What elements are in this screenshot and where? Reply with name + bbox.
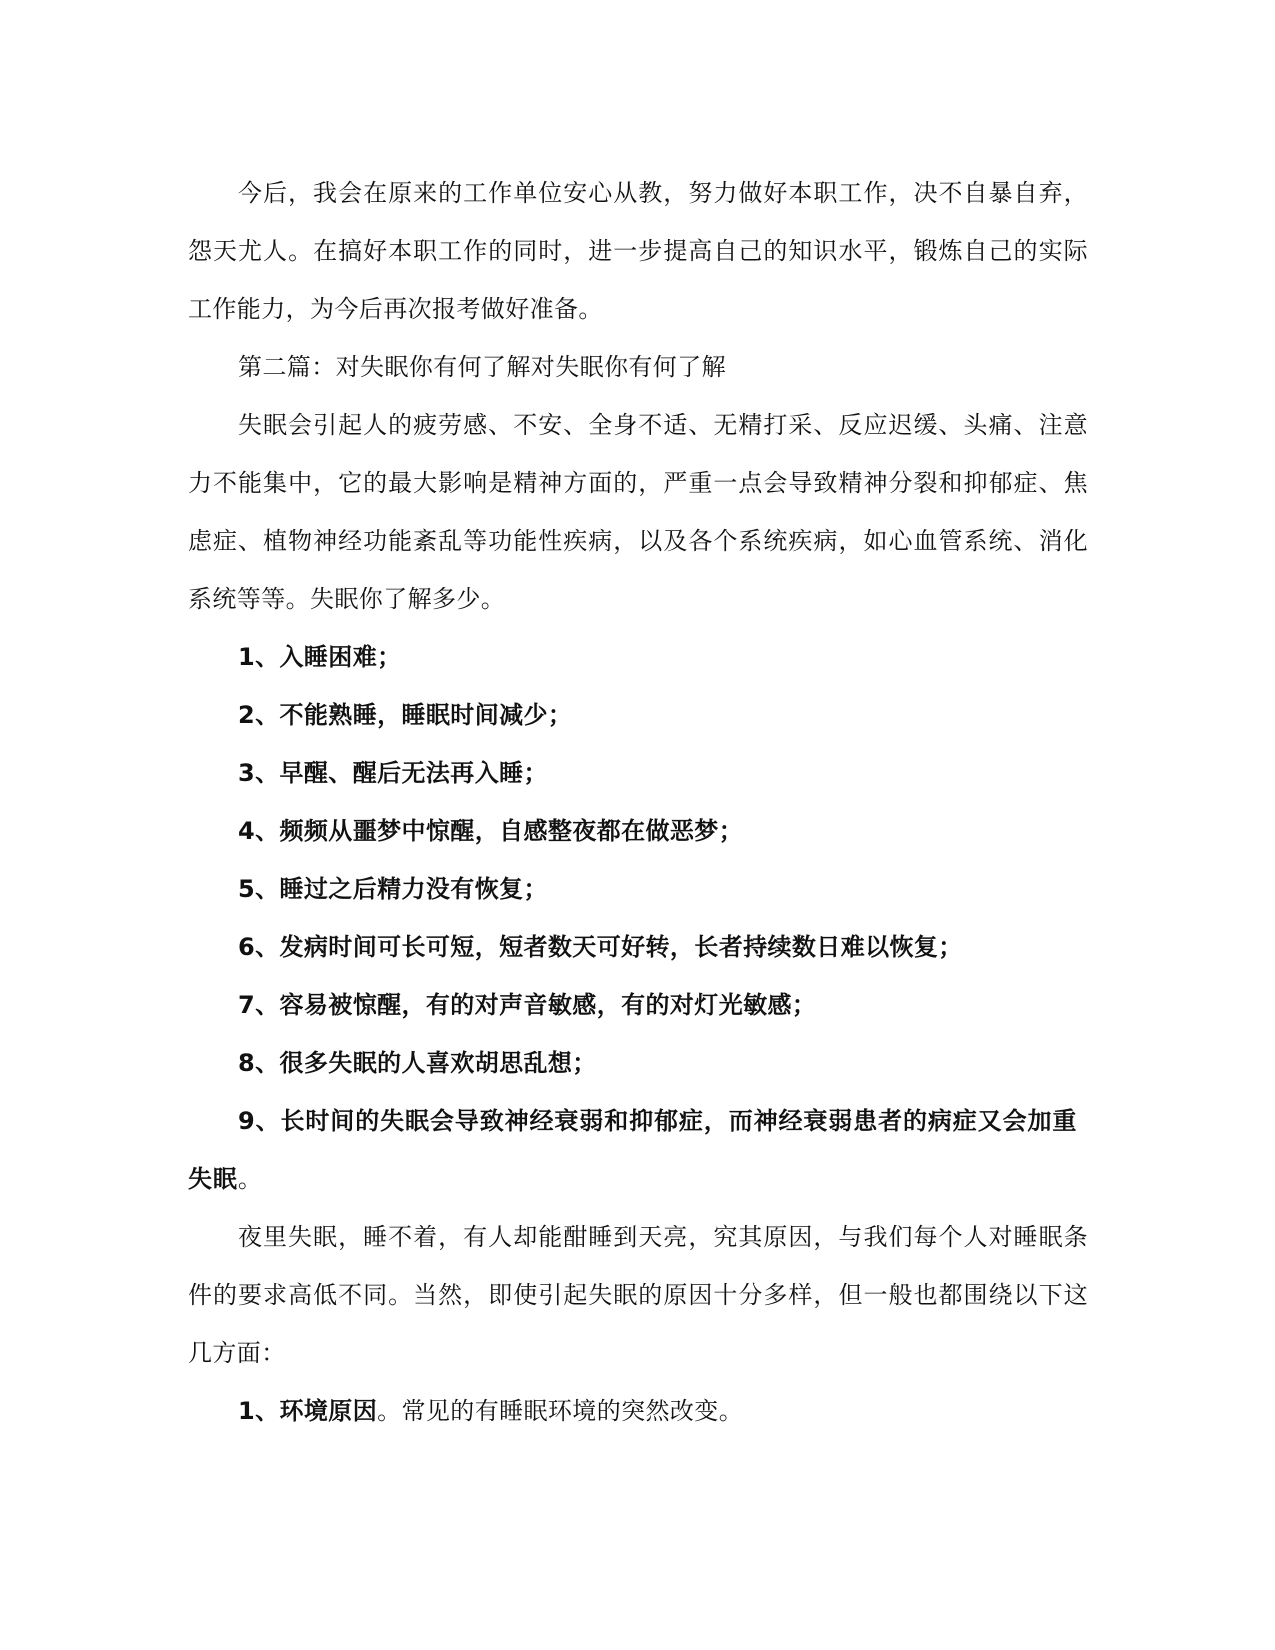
section-title: 第二篇：对失眠你有何了解对失眠你有何了解 — [238, 353, 726, 381]
symptom-text: 3、早醒、醒后无法再入睡； — [238, 759, 548, 787]
symptom-item-2 — [188, 686, 1088, 744]
cause-heading: 1、环境原因 — [238, 1397, 378, 1425]
symptom-item-4 — [188, 802, 1088, 860]
symptom-text: 5、睡过之后精力没有恢复； — [238, 875, 548, 903]
insomnia-intro-paragraph: 失眠会引起人的疲劳感、不安、全身不适、无精打采、反应迟缓、头痛、注意力不能集中，它的最大影响是精神方面的，严重一点会导致精神分裂和抑郁症、焦虑症、植物神经功能紊乱等功能性疾病，以及各个系统疾病，如心血管系统、消化系统等等。失眠你了解多少。 — [188, 411, 1088, 613]
symptom-item-9 — [188, 1092, 1088, 1208]
symptom-item-6 — [188, 918, 1088, 976]
symptom-text: 9、长时间的失眠会导致神经衰弱和抑郁症，而神经衰弱患者的病症又会加重失眠 — [188, 1107, 1078, 1193]
symptom-text: 8、很多失眠的人喜欢胡思乱想； — [238, 1049, 597, 1077]
symptom-text: 6、发病时间可长可短，短者数天可好转，长者持续数日难以恢复； — [238, 933, 963, 961]
symptom-text: 4、频频从噩梦中惊醒，自感整夜都在做恶梦； — [238, 817, 744, 845]
symptom-item-8 — [188, 1034, 1088, 1092]
symptom-item-1 — [188, 628, 1088, 686]
symptom-text: 2、不能熟睡，睡眠时间减少； — [238, 701, 573, 729]
causes-intro-paragraph: 夜里失眠，睡不着，有人却能酣睡到天亮，究其原因，与我们每个人对睡眠条件的要求高低不同。当然，即使引起失眠的原因十分多样，但一般也都围绕以下这几方面： — [188, 1223, 1088, 1367]
symptom-item-5 — [188, 860, 1088, 918]
symptom-tail: 。 — [237, 1165, 263, 1193]
symptom-item-7 — [188, 976, 1088, 1034]
cause-text: 。常见的有睡眠环境的突然改变。 — [377, 1397, 744, 1425]
symptom-text: 7、容易被惊醒，有的对声音敏感，有的对灯光敏感； — [238, 991, 817, 1019]
intro-paragraph: 今后，我会在原来的工作单位安心从教，努力做好本职工作，决不自暴自弃，怨天尤人。在搞好本职工作的同时，进一步提高自己的知识水平，锻炼自己的实际工作能力，为今后再次报考做好准备。 — [188, 179, 1088, 323]
document-body — [188, 164, 1088, 1440]
cause-item-1 — [188, 1382, 1088, 1440]
symptom-text: 1、入睡困难； — [238, 643, 402, 671]
symptom-item-3 — [188, 744, 1088, 802]
